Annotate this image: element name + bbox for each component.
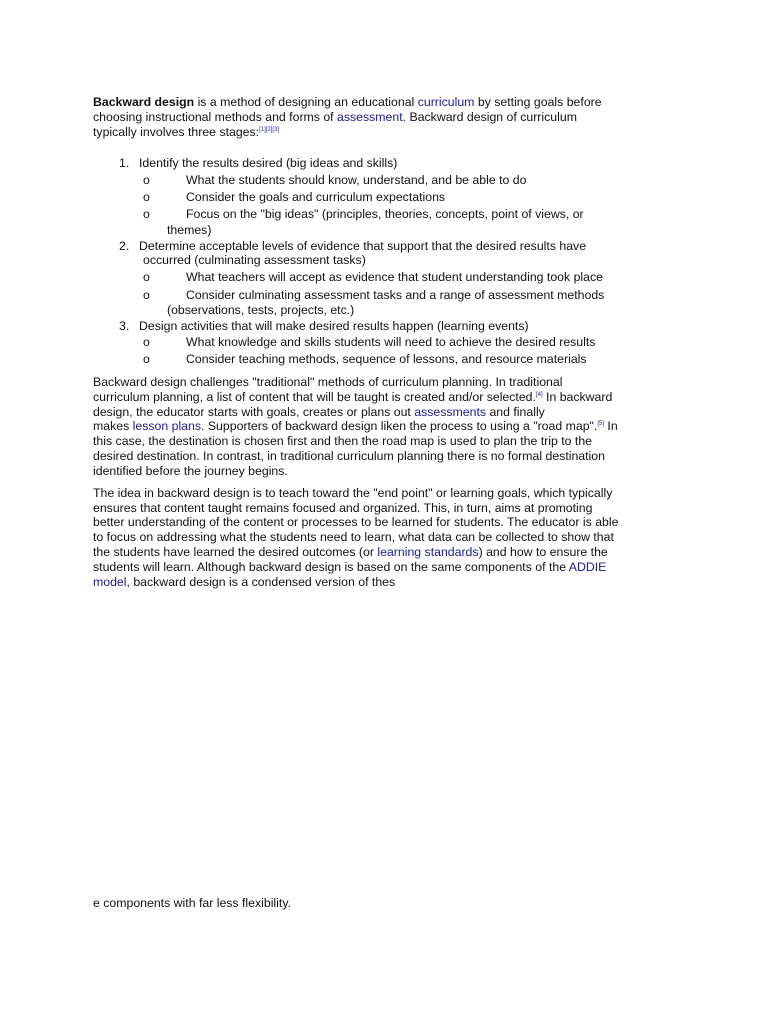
stage-2-subitem-1: What teachers will accept as evidence that student understanding took place: [186, 270, 603, 284]
stage-2-number: 2.: [119, 239, 130, 253]
para3-line-1: The idea in backward design is to teach toward the "end point" or learning goals, which typically: [93, 486, 613, 500]
stage-3-subitem-2: Consider teaching methods, sequence of lessons, and resource materials: [186, 352, 587, 366]
bullet-marker: o: [143, 270, 150, 284]
para3-line-3: better understanding of the content or processes to be learned for students. The educator is able: [93, 515, 619, 529]
para2-line-2: curriculum planning, a list of content that will be taught is created and/or selected.[4] In backward: [93, 390, 613, 404]
para2-line-3: design, the educator starts with goals, creates or plans out assessments and finally: [93, 405, 545, 419]
stage-1-subitem-3: Focus on the "big ideas" (principles, theories, concepts, point of views, or: [186, 207, 584, 221]
para3-line-2: ensures that content taught remains focused and organized. This, in turn, aims at promoting: [93, 501, 593, 515]
link-assessment[interactable]: assessment: [337, 110, 403, 124]
stage-2-text: Determine acceptable levels of evidence that support that the desired results have: [139, 239, 587, 253]
stage-1-subitem-1: What the students should know, understand, and be able to do: [186, 173, 527, 187]
para3-line-6: students will learn. Although backward design is based on the same components of the ADDIE: [93, 560, 607, 574]
para2-line-4: makes lesson plans. Supporters of backward design liken the process to using a "road map".[5] In: [93, 419, 618, 433]
stage-2-subitem-2-cont: (observations, tests, projects, etc.): [167, 303, 355, 317]
bullet-marker: o: [143, 352, 150, 366]
stage-1-subitem-2: Consider the goals and curriculum expectations: [186, 190, 446, 204]
reference-link-4[interactable]: [4]: [535, 392, 543, 398]
bullet-marker: o: [143, 288, 150, 302]
stage-3-number: 3.: [119, 319, 130, 333]
stage-3-text: Design activities that will make desired results happen (learning events): [139, 319, 529, 333]
para3-line-4: to focus on addressing what the students need to learn, what data can be collected to show that: [93, 530, 614, 544]
link-curriculum[interactable]: curriculum: [417, 95, 475, 109]
para2-line-1: Backward design challenges "traditional" methods of curriculum planning. In traditional: [93, 375, 563, 389]
bullet-marker: o: [143, 173, 150, 187]
stage-3-subitem-1: What knowledge and skills students will need to achieve the desired results: [186, 335, 596, 349]
intro-line-2: choosing instructional methods and forms of assessment. Backward design of curriculum: [93, 110, 577, 124]
intro-line-1: Backward design is a method of designing an educational curriculum by setting goals before: [93, 95, 602, 109]
link-lesson-plans[interactable]: lesson plans: [132, 419, 202, 433]
para3-line-5: the students have learned the desired outcomes (or learning standards) and how to ensure the: [93, 545, 608, 559]
term-backward-design: Backward design: [93, 95, 195, 109]
link-assessments[interactable]: assessments: [414, 405, 487, 419]
para2-line-7: identified before the journey begins.: [93, 464, 288, 478]
reference-links-1-2-3[interactable]: [1][2][3]: [259, 127, 280, 133]
stage-1-text: Identify the results desired (big ideas and skills): [139, 156, 398, 170]
stage-1-subitem-3-cont: themes): [167, 223, 212, 237]
fragment-line: e components with far less flexibility.: [93, 896, 291, 910]
link-addie-model[interactable]: ADDIE: [568, 560, 607, 574]
para3-line-7: model, backward design is a condensed version of thes: [93, 575, 396, 589]
link-learning-standards[interactable]: learning standards: [377, 545, 479, 559]
stage-2-text-cont: occurred (culminating assessment tasks): [143, 253, 366, 267]
link-addie-model-cont[interactable]: model: [93, 575, 127, 589]
reference-link-5[interactable]: [5]: [597, 421, 604, 427]
bullet-marker: o: [143, 207, 150, 221]
bullet-marker: o: [143, 190, 150, 204]
stage-2-subitem-2: Consider culminating assessment tasks and a range of assessment methods: [186, 288, 605, 302]
stage-1-number: 1.: [119, 156, 130, 170]
para2-line-5: this case, the destination is chosen first and then the road map is used to plan the trip to the: [93, 434, 593, 448]
intro-line-3: typically involves three stages:[1][2][3]: [93, 125, 280, 139]
para2-line-6: desired destination. In contrast, in traditional curriculum planning there is no formal destination: [93, 449, 605, 463]
bullet-marker: o: [143, 335, 150, 349]
